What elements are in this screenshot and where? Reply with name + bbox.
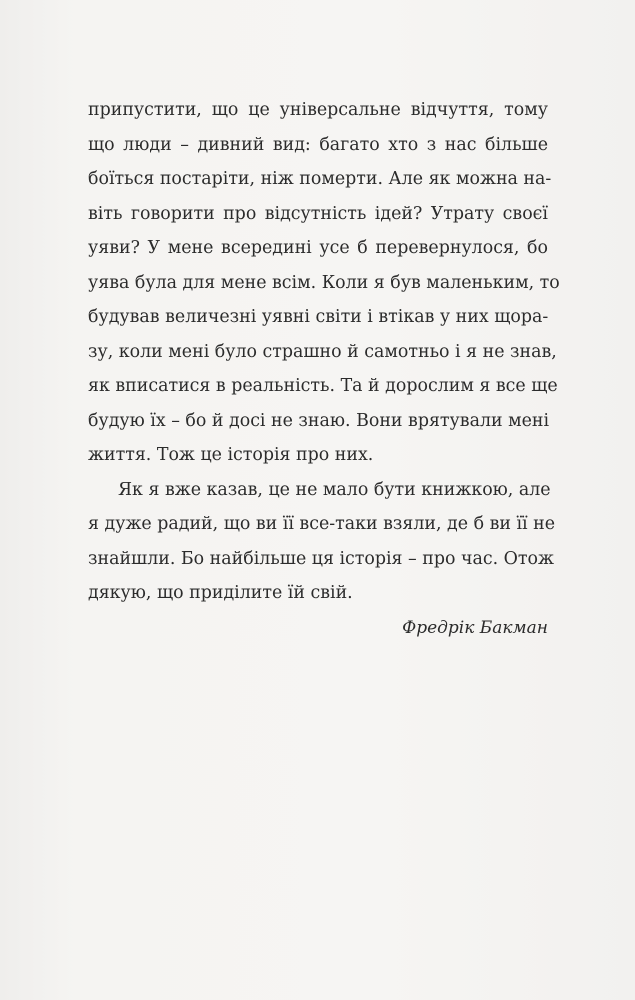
text-line: життя. Тож це історія про них. [88, 445, 374, 465]
text-line: що люди – дивний вид: багато хто з нас більше [88, 134, 548, 155]
text-line: уява була для мене всім. Коли я був маленьким, то [88, 272, 560, 293]
body-text [88, 93, 560, 611]
paragraph-2 [88, 473, 556, 611]
text-line: припустити, що це універсальне відчуття, тому [88, 100, 548, 120]
text-line: зу, коли мені було страшно й самотньо і я не знав, [88, 341, 557, 362]
text-line: знайшли. Бо найбільше ця історія – про час. Отож [88, 548, 554, 569]
author-signature: Фредрік Бакман [402, 618, 548, 638]
text-line: як вписатися в реальність. Та й дорослим я все ще [88, 376, 558, 396]
text-line: дякую, що приділите їй свій. [88, 583, 353, 603]
text-line: віть говорити про відсутність ідей? Утрату своєї [88, 203, 548, 224]
text-line: будую їх – бо й досі не знаю. Вони врятували мені [88, 410, 550, 431]
text-line: Як я вже казав, це не мало бути книжкою, але [118, 479, 551, 500]
text-line: уяви? У мене всередині усе б перевернулося, бо [88, 238, 548, 258]
paragraph-1 [88, 93, 560, 473]
text-line: будував величезні уявні світи і втікав у них щора- [88, 307, 549, 327]
text-line: боїться постаріти, ніж померти. Але як можна на- [88, 169, 552, 189]
text-line: я дуже радий, що ви її все-таки взяли, де б ви її не [88, 514, 556, 534]
